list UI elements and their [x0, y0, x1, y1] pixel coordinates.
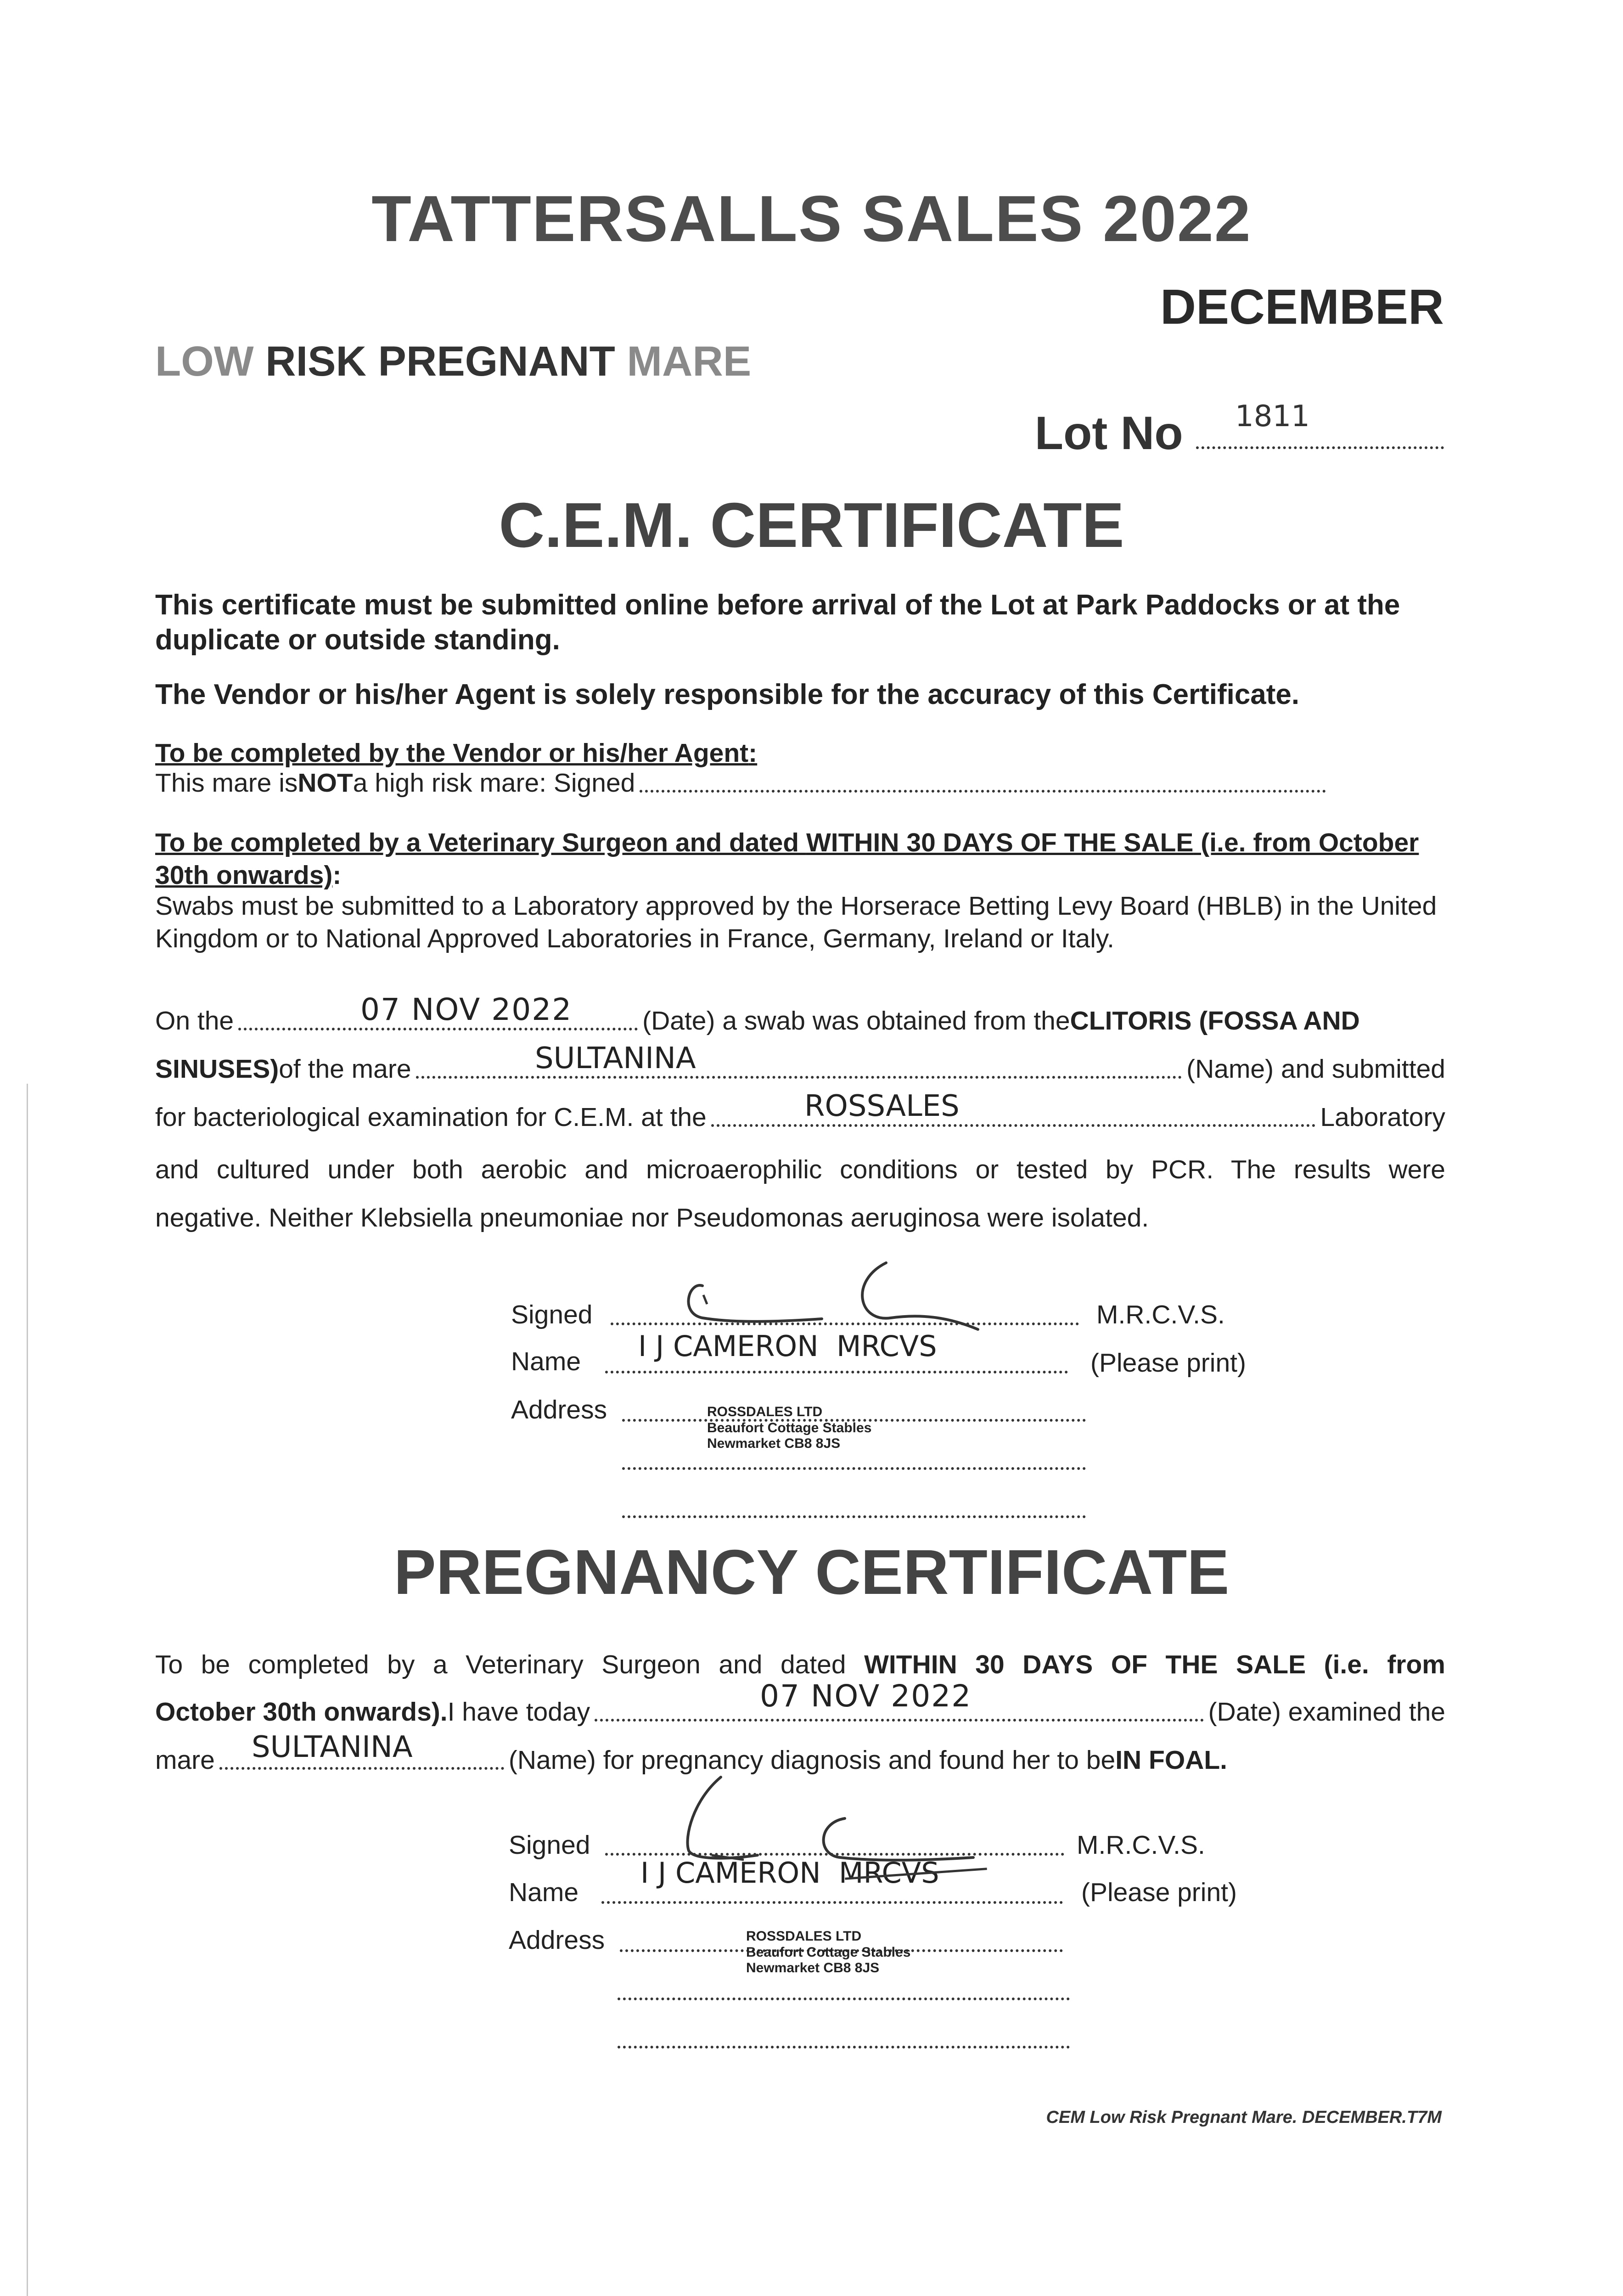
preg-line-1	[155, 1649, 1445, 1681]
cem-notice-vendor: The Vendor or his/her Agent is solely responsible for the accuracy of this Certificate.	[155, 679, 1300, 710]
cem-address-line-3	[622, 1515, 1086, 1518]
preg-stamp-line1: ROSSDALES LTD	[746, 1929, 862, 1944]
cem-address-line-2	[622, 1467, 1086, 1470]
preg-vet-name: I J CAMERON MRCVS	[640, 1856, 939, 1890]
sale-month: DECEMBER	[1160, 279, 1444, 334]
laboratory-value: ROSSALES	[804, 1089, 960, 1123]
scan-margin-line	[27, 1084, 28, 2296]
exam-date-line	[595, 1714, 1203, 1722]
cem-signature	[675, 1254, 1005, 1336]
cem-stamp-line3: Newmarket CB8 8JS	[707, 1436, 841, 1451]
mare-category	[155, 338, 751, 386]
cem-notice-online: This certificate must be submitted online before arrival of the Lot at Park Paddocks or at the duplicate or outside standing.	[155, 589, 1400, 656]
cem-line-1	[155, 1006, 1445, 1036]
preg-line3-mare: mare	[155, 1745, 215, 1775]
line3-bacteriological: for bacteriological examination for C.E.M. at the	[155, 1103, 707, 1132]
line1-date-text: (Date) a swab was obtained from the	[642, 1006, 1070, 1035]
cem-please-print: (Please print)	[1090, 1348, 1246, 1378]
mare-name-line	[416, 1071, 1182, 1079]
cem-vet-name: I J CAMERON MRCVS	[638, 1329, 937, 1363]
line2-name-submitted: (Name) and submitted	[1186, 1054, 1445, 1084]
cem-stamp-line2: Beaufort Cottage Stables	[707, 1420, 872, 1435]
preg-line3-in-foal: IN FOAL.	[1115, 1745, 1227, 1775]
swab-date-value: 07 NOV 2022	[360, 992, 573, 1027]
preg-name-label: Name	[509, 1878, 579, 1907]
preg-line2-today: I have today	[447, 1697, 590, 1727]
preg-address-line-3	[618, 2046, 1070, 2048]
preg-mrcvs-label: M.R.C.V.S.	[1077, 1830, 1205, 1860]
line1-on-the: On the	[155, 1006, 234, 1035]
cem-mare-name-value: SULTANINA	[535, 1041, 696, 1075]
category-suffix: MARE	[627, 338, 752, 385]
cem-address-stamp	[707, 1404, 871, 1452]
lot-dotted-line	[1196, 428, 1444, 449]
preg-name-line	[601, 1901, 1063, 1904]
line3-laboratory: Laboratory	[1320, 1103, 1445, 1132]
vet-heading: To be completed by a Veterinary Surgeon and dated WITHIN 30 DAYS OF THE SALE (i.e. from October 30th onwards):	[155, 828, 1419, 890]
preg-line1-b: WITHIN 30 DAYS OF THE SALE (i.e. from	[864, 1650, 1445, 1679]
preg-stamp-line2: Beaufort Cottage Stables	[746, 1944, 911, 1960]
cem-line-4: and cultured under both aerobic and microaerophilic conditions or tested by PCR. The results were	[155, 1155, 1445, 1184]
preg-mare-name-value: SULTANINA	[252, 1730, 413, 1764]
preg-line2-examined: (Date) examined the	[1208, 1697, 1445, 1727]
preg-address-stamp	[746, 1929, 910, 1976]
laboratory-line	[711, 1120, 1316, 1127]
vendor-text-a: This mare is	[155, 768, 298, 798]
line2-of-mare: of the mare	[279, 1054, 411, 1084]
vendor-text-not: NOT	[298, 768, 353, 798]
cem-line-5: negative. Neither Klebsiella pneumoniae nor Pseudomonas aeruginosa were isolated.	[155, 1203, 1149, 1232]
cem-name-line	[605, 1371, 1068, 1373]
preg-stamp-line3: Newmarket CB8 8JS	[746, 1960, 880, 1975]
preg-line1-a: To be completed by a Veterinary Surgeon and dated	[155, 1650, 865, 1679]
preg-address-line-2	[618, 1998, 1070, 2000]
vendor-text-b: a high risk mare: Signed	[353, 768, 635, 798]
preg-please-print: (Please print)	[1081, 1878, 1237, 1907]
category-prefix: LOW	[155, 338, 254, 385]
cem-address-label: Address	[511, 1395, 607, 1424]
line1-clitoris: CLITORIS (FOSSA AND	[1070, 1006, 1360, 1035]
cem-line-3	[155, 1102, 1445, 1132]
cem-mrcvs-label: M.R.C.V.S.	[1096, 1300, 1225, 1329]
cem-heading: C.E.M. CERTIFICATE	[499, 490, 1124, 561]
vendor-signature-row	[155, 768, 1331, 798]
vet-heading-a: To be completed by a Veterinary Surgeon and dated	[155, 828, 806, 857]
lot-label: Lot No	[1034, 407, 1183, 459]
preg-line2-october: October 30th onwards).	[155, 1697, 448, 1727]
cem-signed-label: Signed	[511, 1300, 593, 1329]
preg-signed-label: Signed	[509, 1830, 590, 1860]
form-code: CEM Low Risk Pregnant Mare. DECEMBER.T7M	[1046, 2108, 1442, 2127]
swab-instructions: Swabs must be submitted to a Laboratory approved by the Horserace Betting Levy Board (HBLB) in the United Kingdom or to National Approved Laboratories in France, Germany, Ireland or Italy.	[155, 891, 1437, 953]
vendor-signature-line	[640, 785, 1326, 793]
preg-line3-name: (Name) for pregnancy diagnosis and found her to be	[508, 1745, 1116, 1775]
cem-name-label: Name	[511, 1347, 581, 1376]
cem-line-2	[155, 1054, 1445, 1084]
cem-stamp-line1: ROSSDALES LTD	[707, 1404, 823, 1419]
category-mid: RISK PREGNANT	[253, 338, 627, 385]
vet-heading-b: WITHIN 30 DAYS OF THE SALE	[806, 828, 1194, 857]
sale-title: TATTERSALLS SALES 2022	[371, 182, 1252, 255]
pregnancy-heading: PREGNANCY CERTIFICATE	[393, 1537, 1230, 1608]
lot-number: 1811	[1235, 400, 1310, 433]
exam-date-value: 07 NOV 2022	[760, 1678, 972, 1714]
vet-heading-c: (i.e. from October 30th onwards)	[155, 828, 1419, 890]
preg-address-label: Address	[509, 1925, 605, 1955]
vendor-heading-text: To be completed by the Vendor or his/her Agent	[155, 738, 749, 768]
line2-sinuses: SINUSES)	[155, 1054, 279, 1084]
vendor-heading: To be completed by the Vendor or his/her Agent:	[155, 738, 758, 768]
